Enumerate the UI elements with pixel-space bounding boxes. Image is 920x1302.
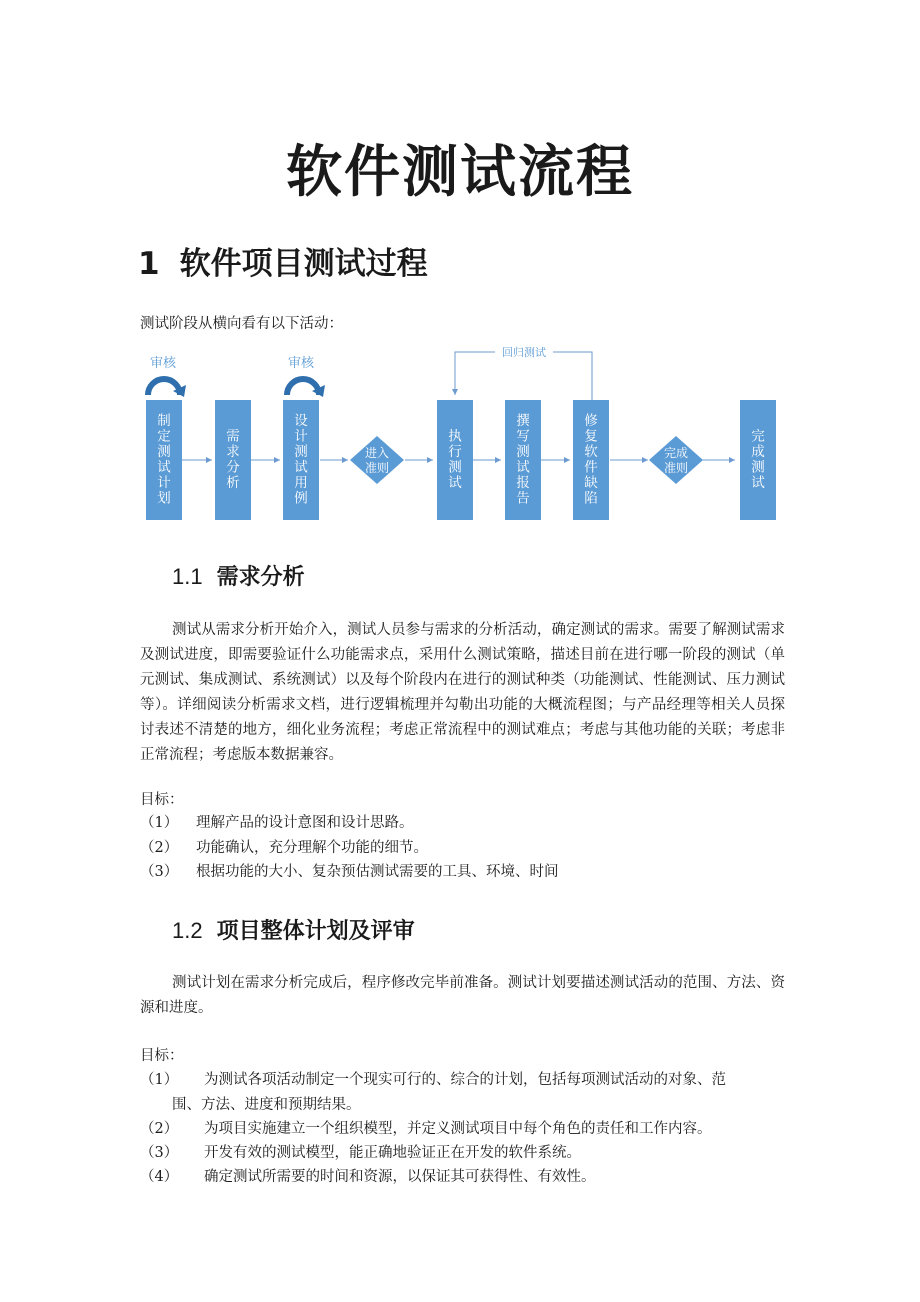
- goal-text: 根据功能的大小、复杂预估测试需要的工具、环境、时间: [196, 864, 559, 880]
- goal-number: （2）: [140, 1121, 179, 1137]
- flow-diamond: [649, 436, 703, 484]
- section-1-1-goal-item: [140, 836, 790, 861]
- section-1-1-title: 需求分析: [216, 565, 305, 590]
- flow-box-label: 设计测试用例: [294, 413, 308, 507]
- section-1-1-goal-item: [140, 811, 790, 836]
- goal-text: 理解产品的设计意图和设计思路。: [196, 815, 414, 831]
- flow-box-label: 修复软件缺陷: [584, 413, 598, 507]
- test-process-flowchart: [140, 345, 790, 525]
- goal-text: 为测试各项活动制定一个现实可行的、综合的计划，包括每项测试活动的对象、范: [204, 1072, 726, 1088]
- flow-box: [215, 400, 251, 520]
- flow-box: [740, 400, 776, 520]
- review-label-2: 审核: [288, 356, 315, 371]
- goal-text: 开发有效的测试模型，能正确地验证正在开发的软件系统。: [204, 1145, 581, 1161]
- review-loop-1: [148, 379, 186, 397]
- flow-diamond-label: 进入准则: [364, 446, 390, 475]
- regression-label: 回归测试: [502, 346, 546, 359]
- section-1-1-goal-item: [140, 860, 790, 885]
- flow-box: [437, 400, 473, 520]
- section-1-heading: [138, 238, 428, 283]
- goal-number: （1）: [140, 1072, 179, 1088]
- section-1-2-goal-item: [140, 1068, 790, 1118]
- intro-text: 测试阶段从横向看有以下活动：: [140, 316, 343, 332]
- goal-text: 为项目实施建立一个组织模型，并定义测试项目中每个角色的责任和工作内容。: [204, 1121, 712, 1137]
- flow-diamond: [350, 436, 404, 484]
- section-1-2-heading: [172, 914, 415, 945]
- review-loop-2: [287, 379, 325, 397]
- section-1-2-number: 1.2: [172, 918, 203, 943]
- flow-box: [505, 400, 541, 520]
- flow-box-label: 制定测试计划: [157, 413, 171, 507]
- section-1-1-paragraph: 测试从需求分析开始介入，测试人员参与需求的分析活动，确定测试的需求。需要了解测试需求及测试进度，即需要验证什么功能需求点，采用什么测试策略，描述目前在进行哪一阶段的测试（单元测试、集成测试、系统测试）以及每个阶段内在进行的测试种类（功能测试、性能测试、压力测试等）。详细阅读分析需求文档，进行逻辑梳理并勾勒出功能的大概流程图；与产品经理等相关人员探讨表述不清楚的地方，细化业务流程；考虑正常流程中的测试难点；考虑与其他功能的关联；考虑非正常流程；考虑版本数据兼容。: [140, 622, 785, 763]
- flow-box: [146, 400, 182, 520]
- goal-number: （1）: [140, 815, 179, 831]
- document-title: 软件测试流程: [286, 140, 634, 205]
- goal-number: （3）: [140, 1145, 179, 1161]
- goal-number: （2）: [140, 840, 179, 856]
- goal-number: （4）: [140, 1169, 179, 1185]
- goal-text: 确定测试所需要的时间和资源，以保证其可获得性、有效性。: [204, 1169, 596, 1185]
- section-1-title: 软件项目测试过程: [179, 246, 428, 282]
- goal-text: 功能确认，充分理解个功能的细节。: [196, 840, 428, 856]
- goal-number: （3）: [140, 864, 179, 880]
- flow-diamond-label: 完成准则: [663, 446, 689, 475]
- regression-loop-arrow: [455, 352, 592, 400]
- flow-box: [283, 400, 319, 520]
- section-1-2-goal-item: [140, 1117, 790, 1142]
- section-1-2-goal-item: [140, 1141, 790, 1166]
- flow-box-label: 执行测试: [448, 428, 462, 492]
- goal-text-continued: 围、方法、进度和预期结果。: [172, 1097, 361, 1113]
- section-1-2-goal-item: [140, 1165, 790, 1190]
- flow-box-label: 撰写测试报告: [516, 413, 530, 507]
- review-label-1: 审核: [150, 356, 177, 371]
- section-1-1-number: 1.1: [172, 564, 203, 589]
- section-1-1-heading: [172, 560, 305, 591]
- section-1-2-goal-label: 目标：: [140, 1048, 184, 1064]
- flow-box-label: 需求分析: [226, 428, 240, 492]
- section-1-2-paragraph: 测试计划在需求分析完成后，程序修改完毕前准备。测试计划要描述测试活动的范围、方法、资源和进度。: [140, 975, 785, 1016]
- section-1-2-title: 项目整体计划及评审: [216, 919, 415, 944]
- section-1-number: 1: [138, 246, 160, 282]
- flow-box: [573, 400, 609, 520]
- flow-box-label: 完成测试: [751, 428, 765, 492]
- section-1-1-goal-label: 目标：: [140, 792, 184, 808]
